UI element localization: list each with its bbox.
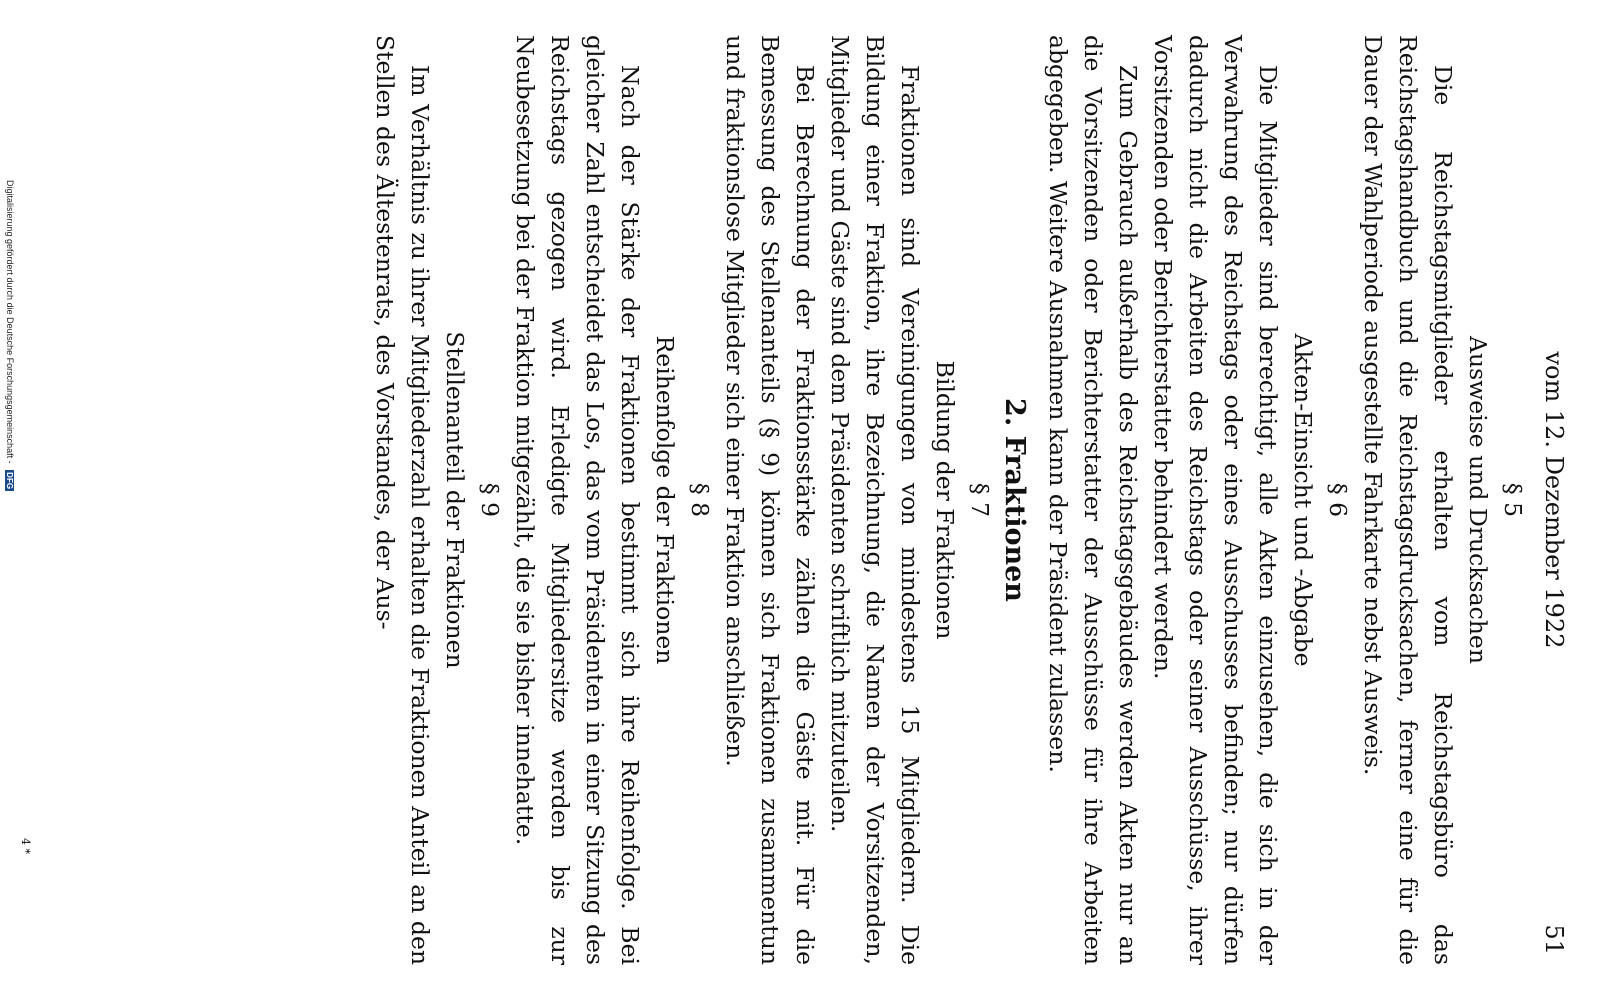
chapter-heading: 2. Fraktionen <box>999 398 1030 602</box>
section-5-text: Die Reichstagsmitglieder erhalten vom Reichstagsbüro das Reichstagshandbuch und die Reichstagsdrucksachen, ferner eine für die Dauer der Wahlperiode ausgestellte Fahrkarte nebst Ausweis. <box>1359 35 1457 965</box>
dfg-logo: DFG <box>5 472 14 490</box>
section-7-title: Bildung der Fraktionen <box>931 360 959 640</box>
page-number: 51 <box>1540 924 1568 955</box>
section-8-text: Nach der Stärke der Fraktionen bestimmt sich ihre Reihenfolge. Bei gleicher Zahl entscheidet das Los, das vom Präsidenten in einer Sitzung des Reichstags gezogen wird. Erledigte Mitgliedersitze werden bis zur Neubesetzung bei der Fraktion mitgezählt, die sie bisher innehatte. <box>511 35 644 965</box>
digitization-credit <box>3 180 17 980</box>
section-6-sign: § 6 <box>1324 482 1352 518</box>
section-7-text-2: Bei Berechnung der Fraktionsstärke zählen die Gäste mit. Für die Bemessung des Stellenanteils (§ 9) können sich Fraktionen zusammentun und fraktionslose Mitglieder sich einer Fraktion anschließen. <box>721 35 819 965</box>
section-7-text-1: Fraktionen sind Vereinigungen von mindestens 15 Mitgliedern. Die Bildung einer Fraktion, ihre Bezeichnung, die Namen der Vorsitzenden, Mitglieder und Gäste sind dem Präsidenten schriftlich mitzuteilen. <box>826 35 924 965</box>
section-8-title: Reihenfolge der Fraktionen <box>651 335 679 665</box>
section-9-sign: § 9 <box>476 482 504 518</box>
page-header <box>1530 35 1575 965</box>
section-6-title: Akten-Einsicht und -Abgabe <box>1289 333 1317 667</box>
section-6-text-1: Die Mitglieder sind berechtigt, alle Akten einzusehen, die sich in der Verwahrung des Reichstags oder eines Ausschusses befinden; nur dürfen dadurch nicht die Arbeiten des Reichstags oder seiner Ausschüsse, ihrer Vorsitzenden oder Berichterstatter behindert werden. <box>1149 35 1282 965</box>
signature-mark-text: 4 * <box>19 838 32 854</box>
section-7-sign: § 7 <box>966 482 994 518</box>
signature-mark <box>20 838 34 858</box>
rotated-document <box>75 35 1575 965</box>
section-6-text-2: Zum Gebrauch außerhalb des Reichstagsgebäudes werden Akten nur an die Vorsitzenden oder Berichterstatter der Ausschüsse für ihre Arbeiten abgegeben. Weitere Ausnahmen kann der Präsident zulassen. <box>1044 35 1142 965</box>
section-5-title: Ausweise und Drucksachen <box>1464 336 1492 664</box>
credit-text: Digitalisierung gefördert durch die Deutsche Forschungsgemeinschaft - <box>5 180 15 464</box>
section-9-text: Im Verhältnis zu ihrer Mitgliederzahl erhalten die Fraktionen Anteil an den Stellen des Ältestenrats, des Vorstandes, der Aus- <box>371 35 434 965</box>
page-date: vom 12. Dezember 1922 <box>1540 351 1568 649</box>
section-5-sign: § 5 <box>1499 482 1527 518</box>
section-8-sign: § 8 <box>686 482 714 518</box>
section-9-title: Stellenanteil der Fraktionen <box>441 331 469 669</box>
